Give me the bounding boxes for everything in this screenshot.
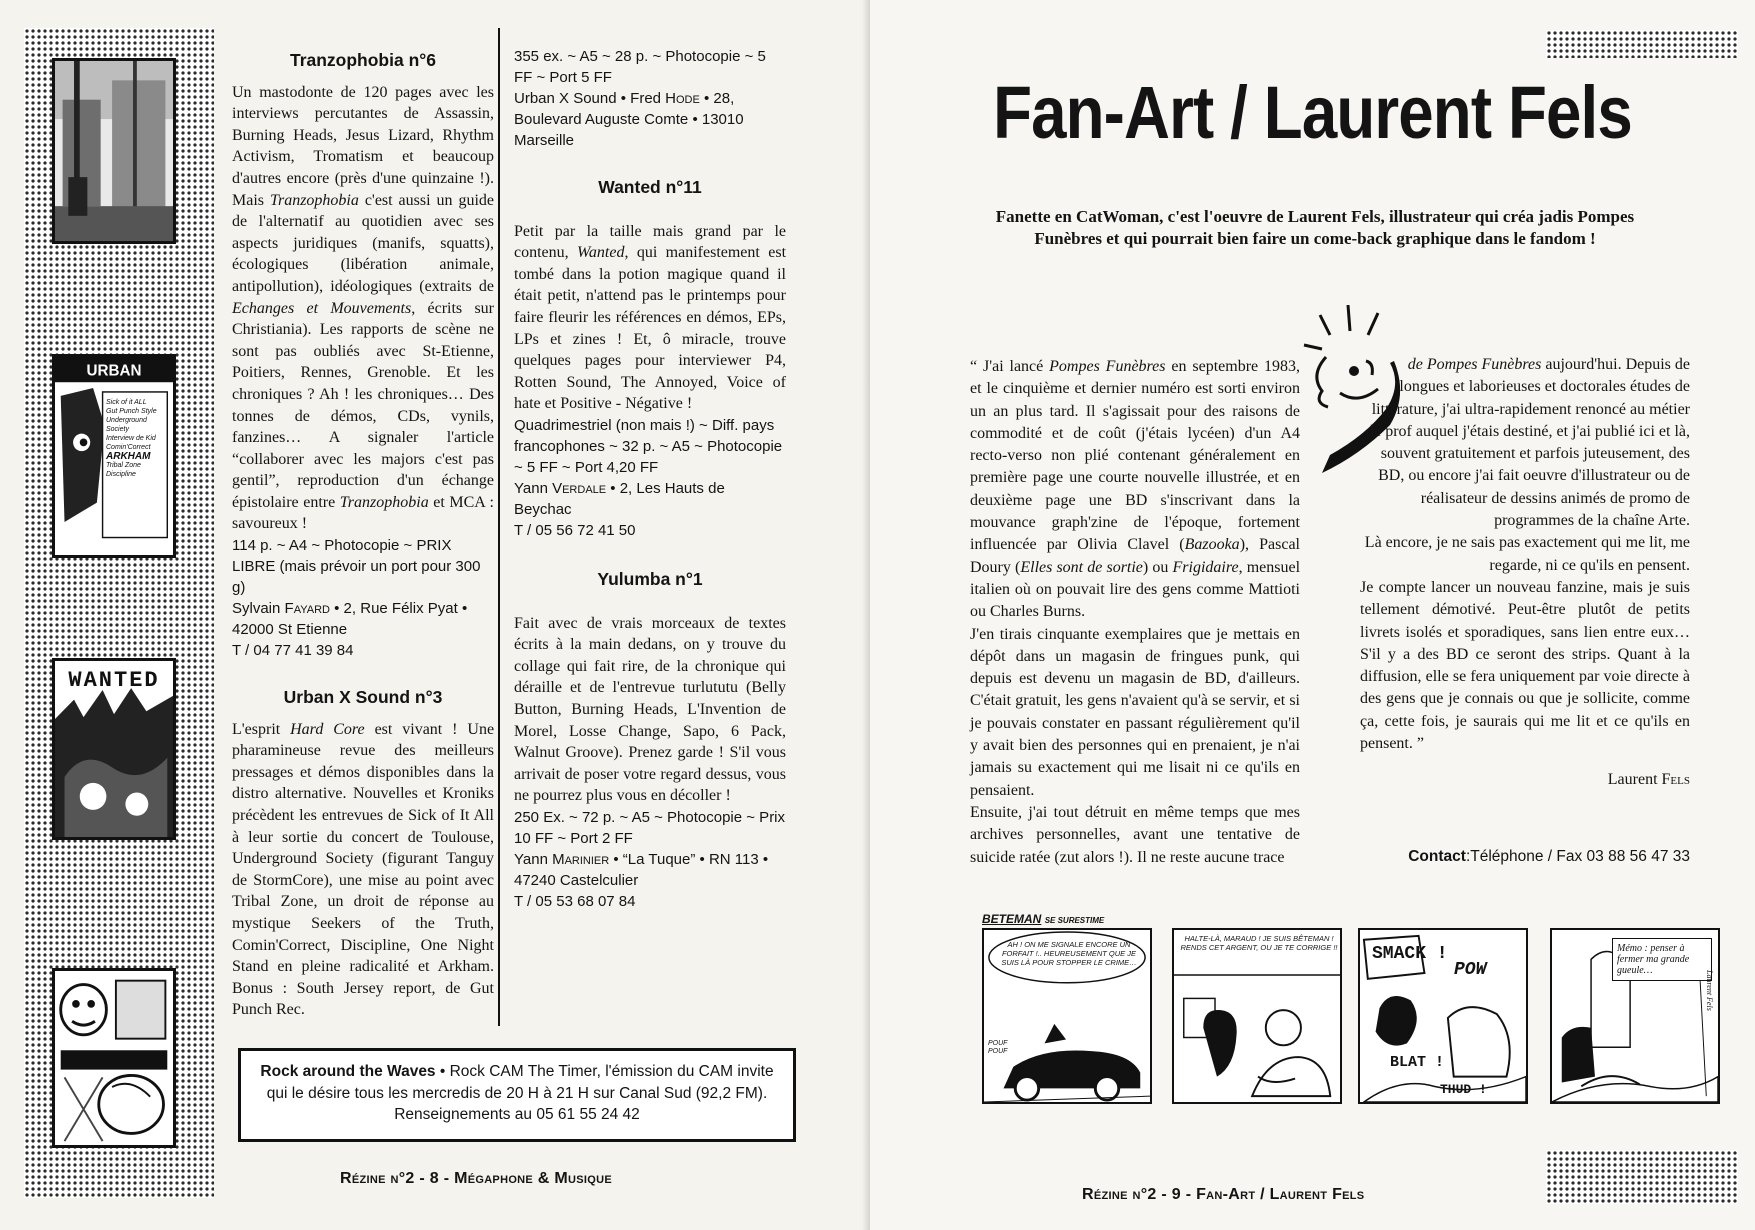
yulumba-specs: 250 Ex. ~ 72 p. ~ A5 ~ Photocopie ~ Prix 10 FF ~ Port 2 FF [514,808,786,847]
quote-text: Je compte lancer un nouveau fanzine, mais je suis tellement démotivé. Peut-être plutôt de petits livrets isolés et sporadiques, sans lien entre eux… S'il y a des BD ce seront des strips. Quant à la diffusion, elle se fera uniquement par voie directe à des gens que je connais ou que je sollicite, comme ça, cette fois, je saurais qui me lit et ce qu'ils en pensent. ” [1360,578,1690,753]
quote-text: aujourd'hui. Depuis de longues et laborieuses et doctorales études de littérature, j'ai ultra-rapidement renoncé au métier de prof auquel j'étais destiné, et j'ai publié ici et là, souvent gratuitement et parfois juteusement, des BD, ou encore j'ai fait oeuvre d'illustrateur ou de réalisateur de dessins animés de promo de programmes de la chaîne Arte. [1366,356,1690,530]
left-column-2 [514,50,786,912]
halftone-sidebar [24,28,214,1198]
panel-2-balloon: HALTE-LÀ, MARAUD ! JE SUIS BÊTEMAN ! RENDS CET ARGENT, OU JE TE CORRIGE !! [1180,934,1338,952]
panel-3-sfx-thud: THUD ! [1440,1082,1487,1097]
quote-italic: Elles sont de sortie [1020,558,1143,576]
heading-wanted: Wanted n°11 [598,177,702,197]
urban-italic: Hard Core [290,720,365,738]
tranzo-body: c'est aussi un guide de l'alternatif au quotidien avec ses aspects juridiques (manifs, squatts), écologiques (libération animale, antipollution), idéologiques (extraits de [232,191,494,295]
quote-text: ) ou [1142,558,1169,576]
yulumba-contact-name: Marinier [552,850,610,868]
signature-last: Fels [1661,771,1690,789]
panel-3-sfx-pow: POW [1454,960,1487,980]
right-page [870,0,1755,1230]
yulumba-body: Fait avec de vrais morceaux de textes écrits à la main dedans, on y trouve du collage qui fait rire, de la chronique qui déraille et de l'entrevue turlututu (Belly Button, Burning Heads, L'Invention de Morel, Losse Change, Sapo, 6 Pack, Walnut Groove). Prenez garde ! S'il vous arrivait de poser votre regard dessus, vous ne pourrez plus vous en décoller ! [514,614,786,805]
quote-italic: Frigidaire [1172,558,1239,576]
quote-text: Ensuite, j'ai tout détruit en même temps que mes archives personnelles, avant une tentative de suicide ratée (zut alors !). Il ne reste aucune trace [970,803,1300,866]
panel-1-sfx: POUF POUF [988,1040,1008,1055]
signature-first: Laurent [1607,771,1658,789]
tranzo-body: Un mastodonte de 120 pages avec les interviews percutantes de Assassin, Burning Heads, Jesus Lizard, Rhythm Activism, Tromatism et beaucoup d'autres encore (près d'une quinzaine !). Mais [232,83,494,209]
strip-title: BETEMAN [982,912,1042,926]
heading-urban-x-sound: Urban X Sound n°3 [283,687,443,708]
rock-box-title: Rock around the Waves [260,1063,436,1080]
left-page-footer: Rézine n°2 - 8 - Mégaphone & Musique [340,1170,612,1187]
urban-specs: 355 ex. ~ A5 ~ 28 p. ~ Photocopie ~ 5 FF ~ Port 5 FF [514,48,766,86]
strip-subtitle: SE SURESTIME [1044,916,1105,925]
wanted-cover-title: WANTED [68,668,160,693]
tranzo-phone: T / 04 77 41 39 84 [232,642,354,660]
wanted-body: , qui manifestement est tombé dans la potion magique quand il était petit, n'attend pas le printemps pour faire fleurir les références en démos, EPs, LPs et zines ! Et, ô miracle, trouve quelques pages pour interviewer P4, Rotten Sound, The Annoyed, Voice of hate et Positive - Négative ! [514,244,787,413]
contact-text: :Téléphone / Fax 03 88 56 47 33 [1465,848,1690,865]
yulumba-cover-image [52,968,176,1148]
tranzo-body: , écrits sur Christiania). Les rapports de scène ne sont pas oubliés avec St-Etienne, Poitiers, Rennes, Grenoble. Et les chroniques ? Ah ! les chroniques… Des tonnes de démos, CDs, vynils, fanzines… A signaler l'article “collaborer avec les majors c'est pas gentil”, reproduction d'un échange épistolaire entre [232,299,494,511]
panel-3-sfx-blat: BLAT ! [1390,1054,1445,1071]
left-column-1 [232,50,494,1021]
quote-right-column [1360,354,1690,792]
wanted-contact: • 2, Les Hauts de Beychac [514,479,725,518]
tranzo-italic: Echanges et Mouvements [232,299,412,317]
comic-signature: Laurent Fels [1705,970,1714,1011]
panel-3-sfx-smack: SMACK ! [1372,944,1448,964]
wanted-contact: Yann [514,479,548,497]
article-subtitle: Fanette en CatWoman, c'est l'oeuvre de Laurent Fels, illustrateur qui créa jadis Pompes Funèbres et qui pourrait bien faire un come-back graphique dans le fandom ! [995,207,1635,248]
tranzo-italic: Tranzophobia [269,191,359,209]
panel-1-balloon: AH ! ON ME SIGNALE ENCORE UN FORFAIT !.. HEUREUSEMENT QUE JE SUIS LÀ POUR STOPPER LE CRIME… [1001,940,1137,967]
thumb-text: Sick of it ALL [106,399,147,406]
comic-panel-4 [1550,928,1720,1104]
quote-italic: de Pompes Funèbres [1407,356,1542,373]
column-divider [498,28,500,1026]
panel-4-memo: Mémo : penser à fermer ma grande gueule… [1612,938,1712,981]
comic-panel-2 [1172,928,1342,1104]
thumb-text: Discipline [106,471,136,478]
wanted-specs: Quadrimestriel (non mais !) ~ Diff. pays francophones ~ 32 p. ~ A5 ~ Photocopie ~ 5 FF ~ Port 4,20 FF [514,416,783,476]
tranzo-specs: 114 p. ~ A4 ~ Photocopie ~ PRIX LIBRE (mais prévoir un port pour 300 g) [232,537,481,597]
article-title: Fan-Art / Laurent Fels [993,71,1632,154]
quote-text: , mensuel italien où on pouvait lire des gens comme Mattioti ou Charles Burns. [970,558,1301,621]
comic-panel-3 [1358,928,1528,1104]
wanted-italic: Wanted [577,244,625,262]
comic-panel-1 [982,928,1152,1104]
tranzophobia-cover-image [52,58,176,244]
quote-italic: Pompes Funèbres [1049,358,1166,375]
tranzo-contact: • 2, Rue Félix Pyat • 42000 St Etienne [232,600,468,639]
urban-contact-name: Hode [665,90,700,107]
wanted-body: Petit par la taille mais grand par le contenu, [514,222,786,262]
quote-left-column [970,356,1300,869]
quote-italic: Bazooka [1184,536,1240,554]
thumb-text: Gut Punch Style [106,408,157,415]
rock-box-text: • Rock CAM The Timer, l'émission du CAM invite qui le désire tous les mercredis de 20 H à 21 H sur Canal Sud (92,2 FM). Renseignements au 05 61 55 24 42 [266,1063,774,1123]
wanted-contact-name: Verdale [552,479,607,497]
urban-body: est vivant ! Une pharamineuse revue des meilleurs pressages et démos disponibles dans la distro alternative. Nouvelles et Kroniks précèdent les entrevues de Sick of It All à leur sortie du concert de Toulouse, Underground Society (figurant Tanguy de StormCore), une mise au point avec Tribal Zone, un droit de réponse au mystique Seekers of the Truth, Comin'Correct, Discipline, One Night Stand en pleine radicalité et Arkham. Bonus : South Jersey report, de Gut Punch Rec. [232,720,495,1019]
comic-strip-title [982,912,1104,926]
tranzo-italic: Tranzophobia [339,493,429,511]
right-page-footer: Rézine n°2 - 9 - Fan-Art / Laurent Fels [1082,1186,1365,1203]
heading-tranzophobia: Tranzophobia n°6 [289,50,437,70]
thumb-text: ARKHAM [106,451,151,462]
yulumba-contact: • “La Tuque” • RN 113 • 47240 Castelculier [514,850,769,889]
quote-text: J'en tirais cinquante exemplaires que je mettais en dépôt dans un magasin de fringues punk, qui depuis est devenu un magasin de BD, d'ailleurs. C'était gratuit, les gens n'avaient qu'à se servir, et si je pouvais constater en passant régulièrement qu'il y avait bien des personnes qui en prenaient, je n'ai jamais su exactement qui me lisait ni ce qu'ils en pensaient. [970,625,1300,799]
thumb-text: Tribal Zone [106,462,141,469]
tranzo-body: et MCA : savoureux ! [232,493,494,533]
left-page [0,0,870,1230]
thumb-text: Comin'Correct [106,444,151,451]
wanted-phone: T / 05 56 72 41 50 [514,521,636,539]
tranzo-contact: Sylvain [232,600,281,618]
heading-yulumba: Yulumba n°1 [597,568,703,589]
halftone-corner-bottom [1546,1150,1738,1204]
contact-line [1390,848,1690,866]
quote-text: ), Pascal Doury ( [970,536,1300,576]
thumb-text: Interview de Kid [106,435,156,442]
contact-label: Contact [1408,848,1466,865]
urban-contact: Urban X Sound • Fred [514,90,661,107]
thumb-text: Underground Society [106,417,147,433]
halftone-corner-top [1546,30,1738,58]
tranzo-contact-name: Fayard [284,600,330,618]
svg-text:URBAN: URBAN [86,362,142,380]
yulumba-contact: Yann [514,850,548,868]
urban-body: L'esprit [232,720,281,738]
quote-text: en septembre 1983, et le cinquième et dernier numéro est sorti environ un an plus tard. Il s'agissait pour des raisons de commodité et de coût (j'étais lycéen) d'un A4 recto-verso non plié contenant généralement en première page une courte nouvelle illustrée, et en deuxième page une BD s'inscrivant dans la mouvance graph'zine de l'époque, fortement influencée par Olivia Clavel ( [970,358,1300,554]
urban-contact: • 28, Boulevard Auguste Comte • 13010 Marseille [514,90,744,149]
rock-around-the-waves-box [238,1048,796,1142]
yulumba-phone: T / 05 53 68 07 84 [514,892,636,910]
quote-text: “ J'ai lancé [970,358,1044,375]
quote-text: Là encore, je ne sais pas exactement qui me lit, me regarde, ni ce qu'ils en pensent. [1364,534,1690,574]
